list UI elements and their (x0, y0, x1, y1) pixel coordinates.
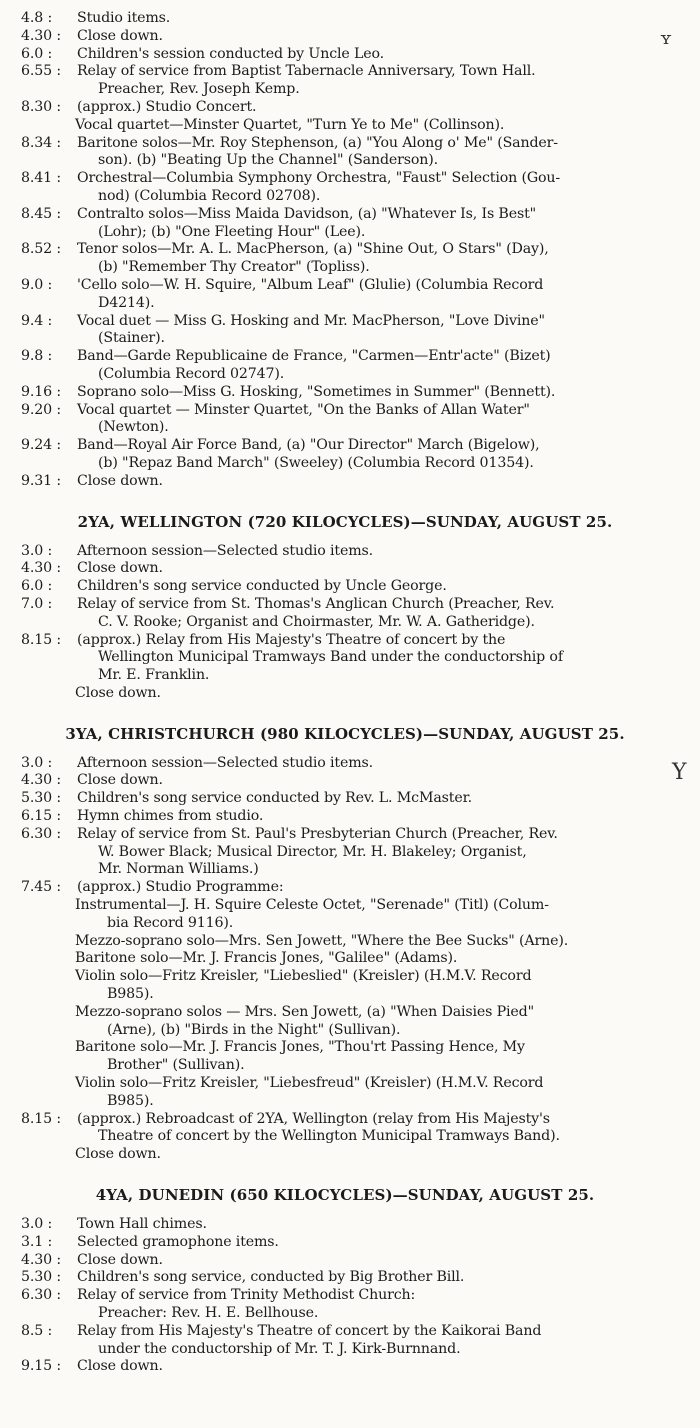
schedule-entry (0, 99, 690, 117)
entry-text: Contralto solos—Miss Maida Davidson, (a) "Whatever Is, Is Best" (77, 205, 537, 222)
entry-time: 3.0 : (21, 1216, 53, 1233)
schedule-entry (0, 596, 690, 632)
entry-time-value: 6.30 (21, 1287, 52, 1304)
entry-text: Band—Garde Republicaine de France, "Carmen—Entr'acte" (Bizet) (77, 348, 551, 365)
schedule-entry (0, 28, 690, 46)
entry-time-value: 5.30 (21, 790, 52, 807)
entry-text: Orchestral—Columbia Symphony Orchestra, "Faust" Selection (Gou- (77, 170, 561, 187)
entry-time-value: 4.30 (21, 772, 52, 789)
schedule-entry (0, 206, 690, 242)
entry-text: Band—Royal Air Force Band, (a) "Our Director" March (Bigelow), (77, 437, 540, 454)
entry-text-continued: Preacher: Rev. H. E. Bellhouse. (98, 1305, 319, 1321)
programme-item (0, 1004, 690, 1040)
entry-text: Relay of service from St. Paul's Presbyterian Church (Preacher, Rev. (77, 825, 558, 842)
entry-time: 4.8 : (21, 10, 53, 26)
programme-item (0, 685, 690, 703)
entry-text-continued: son). (b) "Beating Up the Channel" (Sanderson). (98, 152, 439, 169)
entry-time: 9.15 : (21, 1358, 61, 1375)
programme-item-text: Close down. (75, 684, 161, 701)
entry-text-continued: Preacher, Rev. Joseph Kemp. (98, 81, 300, 98)
entry-text: Close down. (77, 1251, 163, 1268)
entry-time: 9.16 : (21, 383, 61, 400)
entry-time-value: 8.15 (21, 1110, 52, 1127)
entry-description (77, 313, 690, 349)
entry-text-continued: (b) "Repaz Band March" (Sweeley) (Columbia Record 01354). (98, 454, 534, 471)
entry-time: 8.30 : (21, 98, 61, 115)
schedule-entry (0, 348, 690, 384)
entry-time-value: 3.0 (21, 754, 44, 771)
entry-description (77, 135, 690, 171)
programme-item (0, 1075, 690, 1111)
entry-text: Vocal quartet — Minster Quartet, "On the Banks of Allan Water" (77, 401, 530, 418)
programme-item-text: Violin solo—Fritz Kreisler, "Liebeslied" (Kreisler) (H.M.V. Record (75, 968, 532, 985)
entry-time-value: 8.41 (21, 170, 52, 187)
schedule-entry (0, 384, 690, 402)
entry-text: Relay of service from Baptist Tabernacle Anniversary, Town Hall. (77, 63, 536, 80)
entry-time: 8.52 : (21, 241, 61, 258)
schedule-entry (0, 46, 690, 64)
programme-item (0, 1039, 690, 1075)
programme-item-text: Vocal quartet—Minster Quartet, "Turn Ye to Me" (Collinson). (75, 116, 505, 133)
schedule-section (0, 10, 700, 491)
entry-description (77, 578, 690, 596)
entry-time-value: 9.20 (21, 401, 52, 418)
programme-item-text: Mezzo-soprano solos — Mrs. Sen Jowett, (a) "When Daisies Pied" (75, 1003, 534, 1020)
entry-time: 4.30 : (21, 1251, 61, 1268)
entry-text: 'Cello solo—W. H. Squire, "Album Leaf" (Glulie) (Columbia Record (77, 276, 544, 293)
entry-time: 7.0 : (21, 595, 53, 612)
entry-description (77, 1252, 690, 1270)
entry-description (77, 277, 690, 313)
schedule-entry (0, 1252, 690, 1270)
entry-time-value: 3.0 (21, 542, 44, 559)
entry-description (77, 170, 690, 206)
entry-time-value: 6.0 (21, 45, 44, 62)
entry-description (77, 99, 690, 117)
schedule-entry (0, 313, 690, 349)
entry-text: Relay from His Majesty's Theatre of concert by the Kaikorai Band (77, 1322, 542, 1339)
schedule-entry (0, 277, 690, 313)
entry-time-value: 6.0 (21, 578, 44, 595)
entry-text: Relay of service from St. Thomas's Anglican Church (Preacher, Rev. (77, 595, 555, 612)
entry-time-value: 9.16 (21, 383, 52, 400)
entry-text: Close down. (77, 560, 163, 577)
entry-time-value: 6.30 (21, 825, 52, 842)
entry-text-continued: W. Bower Black; Musical Director, Mr. H. Blakeley; Organist, (98, 843, 527, 860)
entry-time-value: 4.8 (21, 10, 44, 26)
entry-time: 6.0 : (21, 45, 53, 62)
entry-text-continued: Theatre of concert by the Wellington Municipal Tramways Band). (98, 1128, 560, 1145)
schedule-entry (0, 578, 690, 596)
entry-description (77, 596, 690, 632)
entry-time-value: 7.0 (21, 595, 44, 612)
entry-time: 8.5 : (21, 1322, 53, 1339)
entry-description (77, 384, 690, 402)
programme-item-text: Mezzo-soprano solo—Mrs. Sen Jowett, "Where the Bee Sucks" (Arne). (75, 932, 569, 949)
entry-time: 9.20 : (21, 401, 61, 418)
schedule-entry (0, 170, 690, 206)
schedule-entry (0, 879, 690, 897)
entry-text-continued: Mr. E. Franklin. (98, 667, 210, 684)
entry-text: Tenor solos—Mr. A. L. MacPherson, (a) "Shine Out, O Stars" (Day), (77, 241, 549, 258)
entry-time: 8.15 : (21, 631, 61, 648)
entry-description (77, 241, 690, 277)
entry-time-value: 8.34 (21, 134, 52, 151)
entry-description (77, 46, 690, 64)
schedule-entry (0, 772, 690, 790)
entry-text-continued: D4214). (98, 294, 155, 311)
entry-description (77, 473, 690, 491)
entry-text: Close down. (77, 772, 163, 789)
entry-time: 9.31 : (21, 472, 61, 489)
schedule-entry (0, 543, 690, 561)
schedule-entry (0, 560, 690, 578)
schedule-entry (0, 790, 690, 808)
entry-text-continued: Mr. Norman Williams.) (98, 861, 259, 878)
entry-time: 6.15 : (21, 808, 61, 825)
entry-text-continued: C. V. Rooke; Organist and Choirmaster, Mr. W. A. Gatheridge). (98, 613, 535, 630)
entry-text: Selected gramophone items. (77, 1233, 279, 1250)
entry-description (77, 402, 690, 438)
station-heading: 3YA, CHRISTCHURCH (980 KILOCYCLES)—SUNDAY, AUGUST 25. (65, 724, 625, 743)
entry-description (77, 1269, 690, 1287)
schedule-entry (0, 808, 690, 826)
entry-text-continued: (b) "Remember Thy Creator" (Topliss). (98, 259, 370, 276)
programme-item-text: Baritone solo—Mr. J. Francis Jones, "Thou'rt Passing Hence, My (75, 1039, 525, 1056)
programme-item-text: Close down. (75, 1146, 161, 1163)
programme-item-text-continued: bia Record 9116). (107, 914, 234, 931)
schedule-entry (0, 63, 690, 99)
programme-item (0, 117, 690, 135)
schedule-entry (0, 632, 690, 685)
entry-text: Studio items. (77, 10, 171, 26)
entry-text: Afternoon session—Selected studio items. (77, 542, 373, 559)
station-heading: 4YA, DUNEDIN (650 KILOCYCLES)—SUNDAY, AUGUST 25. (95, 1186, 595, 1205)
entry-time-value: 9.24 (21, 437, 52, 454)
entry-time: 6.0 : (21, 578, 53, 595)
entry-description (77, 206, 690, 242)
entry-description (77, 560, 690, 578)
entry-time-value: 6.15 (21, 808, 52, 825)
station-heading: 2YA, WELLINGTON (720 KILOCYCLES)—SUNDAY, AUGUST 25. (77, 512, 613, 531)
entry-time: 3.1 : (21, 1233, 53, 1250)
entry-time-value: 8.45 (21, 205, 52, 222)
entry-text-continued: (Columbia Record 02747). (98, 365, 285, 382)
entry-time-value: 9.15 (21, 1358, 52, 1375)
programme-item-text: Baritone solo—Mr. J. Francis Jones, "Galilee" (Adams). (75, 950, 458, 967)
entry-time: 8.45 : (21, 205, 61, 222)
programme-item (0, 968, 690, 1004)
entry-time: 6.55 : (21, 63, 61, 80)
entry-text: Children's song service conducted by Uncle George. (77, 578, 447, 595)
programme-item-text-continued: Brother" (Sullivan). (107, 1057, 245, 1074)
schedule-entry (0, 826, 690, 879)
entry-description (77, 1111, 690, 1147)
entry-description (77, 632, 690, 685)
entry-text: Children's song service, conducted by Big Brother Bill. (77, 1269, 465, 1286)
entry-time: 8.34 : (21, 134, 61, 151)
entry-text: Vocal duet — Miss G. Hosking and Mr. MacPherson, "Love Divine" (77, 312, 545, 329)
entry-description (77, 543, 690, 561)
entry-time-value: 9.31 (21, 472, 52, 489)
entry-time-value: 9.8 (21, 348, 44, 365)
entry-description (77, 1323, 690, 1359)
entry-description (77, 755, 690, 773)
programme-item-text: Instrumental—J. H. Squire Celeste Octet, "Serenade" (Titl) (Colum- (75, 897, 549, 914)
entry-time-value: 8.30 (21, 98, 52, 115)
programme-item (0, 950, 690, 968)
entry-text: (approx.) Relay from His Majesty's Theatre of concert by the (77, 631, 506, 648)
entry-time: 4.30 : (21, 27, 61, 44)
schedule-entry (0, 135, 690, 171)
entry-time: 6.30 : (21, 825, 61, 842)
programme-item (0, 933, 690, 951)
programme-item-text-continued: B985). (107, 1092, 154, 1109)
entry-text-continued: (Newton). (98, 419, 169, 436)
entry-text: Afternoon session—Selected studio items. (77, 754, 373, 771)
entry-time-value: 4.30 (21, 27, 52, 44)
entry-text: Close down. (77, 1358, 163, 1375)
entry-time: 7.45 : (21, 879, 61, 896)
entry-text-continued: (Lohr); (b) "One Fleeting Hour" (Lee). (98, 223, 366, 240)
entry-description (77, 772, 690, 790)
entry-text: Hymn chimes from studio. (77, 808, 264, 825)
entry-text: (approx.) Rebroadcast of 2YA, Wellington (relay from His Majesty's (77, 1110, 550, 1127)
entry-description (77, 1234, 690, 1252)
schedule-entry (0, 1234, 690, 1252)
entry-text-continued: Wellington Municipal Tramways Band under the conductorship of (98, 649, 563, 666)
entry-description (77, 10, 690, 28)
schedule-entry (0, 473, 690, 491)
entry-time: 3.0 : (21, 754, 53, 771)
entry-text-continued: (Stainer). (98, 330, 165, 347)
schedule-entry (0, 755, 690, 773)
entry-description (77, 1287, 690, 1323)
entry-time: 9.0 : (21, 276, 53, 293)
entry-time-value: 3.1 (21, 1233, 44, 1250)
entry-time: 8.41 : (21, 170, 61, 187)
entry-description (77, 348, 690, 384)
entry-text: Town Hall chimes. (77, 1216, 207, 1233)
entry-text: Close down. (77, 27, 163, 44)
entry-description (77, 28, 690, 46)
entry-text-continued: nod) (Columbia Record 02708). (98, 187, 321, 204)
entry-time-value: 3.0 (21, 1216, 44, 1233)
entry-time: 4.30 : (21, 772, 61, 789)
programme-item-text: Violin solo—Fritz Kreisler, "Liebesfreud" (Kreisler) (H.M.V. Record (75, 1075, 544, 1092)
entry-time: 8.15 : (21, 1110, 61, 1127)
entry-text: Relay of service from Trinity Methodist Church: (77, 1287, 416, 1304)
schedule-section (0, 1186, 700, 1376)
schedule-entry (0, 437, 690, 473)
entry-description (77, 808, 690, 826)
entry-time-value: 5.30 (21, 1269, 52, 1286)
entry-time: 5.30 : (21, 1269, 61, 1286)
entry-description (77, 1216, 690, 1234)
schedule-entry (0, 1269, 690, 1287)
entry-time: 9.24 : (21, 437, 61, 454)
schedule-entry (0, 241, 690, 277)
entry-time-value: 4.30 (21, 1251, 52, 1268)
schedule-section (0, 725, 700, 1164)
entry-text: (approx.) Studio Concert. (77, 98, 257, 115)
entry-description (77, 879, 690, 897)
entry-text: Close down. (77, 472, 163, 489)
schedule-entry (0, 1216, 690, 1234)
programme-item (0, 897, 690, 933)
entry-time: 5.30 : (21, 790, 61, 807)
entry-description (77, 63, 690, 99)
entry-time: 9.4 : (21, 312, 53, 329)
programme-item-text-continued: B985). (107, 986, 154, 1003)
entry-time: 3.0 : (21, 542, 53, 559)
entry-time: 9.8 : (21, 348, 53, 365)
entry-time-value: 6.55 (21, 63, 52, 80)
programme-item-text-continued: (Arne), (b) "Birds in the Night" (Sullivan). (107, 1021, 401, 1038)
entry-text: (approx.) Studio Programme: (77, 879, 284, 896)
entry-description (77, 826, 690, 879)
schedule-entry (0, 1111, 690, 1147)
entry-description (77, 1358, 690, 1376)
ink-mark-icon: Y (672, 760, 687, 785)
schedule-entry (0, 402, 690, 438)
entry-time-value: 8.5 (21, 1322, 44, 1339)
schedule-section (0, 513, 700, 703)
entry-description (77, 437, 690, 473)
entry-time-value: 8.52 (21, 241, 52, 258)
entry-description (77, 790, 690, 808)
entry-text: Baritone solos—Mr. Roy Stephenson, (a) "You Along o' Me" (Sander- (77, 134, 558, 151)
entry-time-value: 9.0 (21, 276, 44, 293)
programme-item (0, 1146, 690, 1164)
schedule-entry (0, 1358, 690, 1376)
entry-time-value: 4.30 (21, 560, 52, 577)
entry-time-value: 9.4 (21, 312, 44, 329)
entry-text: Children's session conducted by Uncle Leo. (77, 45, 385, 62)
entry-time: 4.30 : (21, 560, 61, 577)
schedule-entry (0, 1287, 690, 1323)
entry-time: 6.30 : (21, 1287, 61, 1304)
entry-text: Children's song service conducted by Rev. L. McMaster. (77, 790, 472, 807)
ink-mark-icon: ʏ (660, 28, 672, 49)
entry-text-continued: under the conductorship of Mr. T. J. Kirk-Burnnand. (98, 1340, 461, 1357)
entry-time-value: 7.45 (21, 879, 52, 896)
entry-text: Soprano solo—Miss G. Hosking, "Sometimes in Summer" (Bennett). (77, 383, 556, 400)
schedule-entry (0, 1323, 690, 1359)
entry-time-value: 8.15 (21, 631, 52, 648)
schedule-entry (0, 10, 690, 28)
